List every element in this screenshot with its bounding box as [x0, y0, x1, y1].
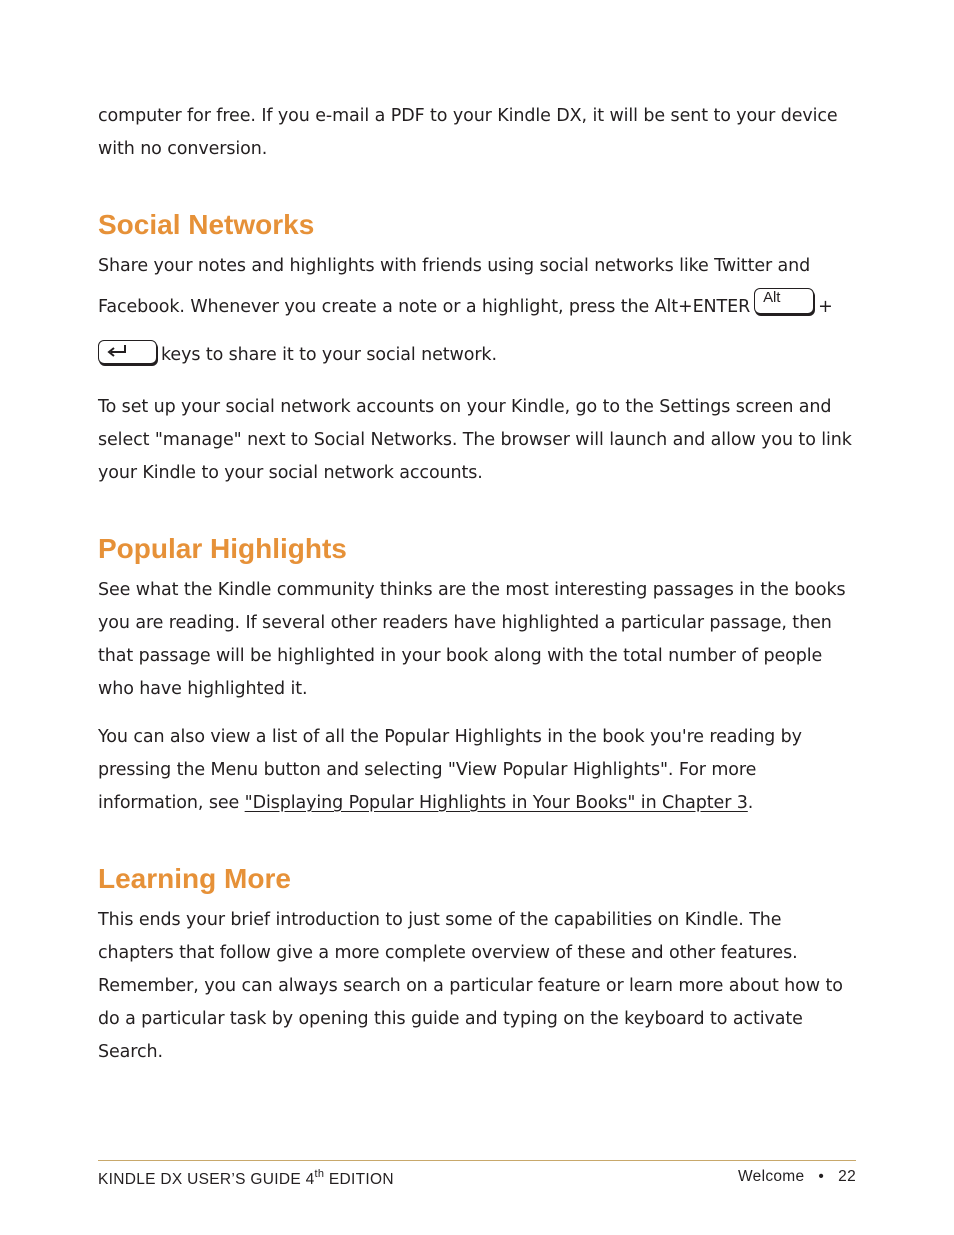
footer-separator: •: [818, 1168, 825, 1185]
footer-title-suffix: EDITION: [324, 1171, 394, 1188]
social-line-1: Share your notes and highlights with friends using social networks like Twitter and: [98, 256, 811, 276]
social-line-2-text: Facebook. Whenever you create a note or a highlight, press the Alt+ENTER: [98, 297, 751, 317]
learning-more-paragraph: This ends your brief introduction to just some of the capabilities on Kindle. The chapters that follow give a more complete overview of these and other features. Remember, you can always search on a particular feature or learn more about how to do a particular task by opening this guide and typing on the keyboard to activate Search.: [98, 910, 843, 1062]
footer-title-prefix: KINDLE DX USER’S GUIDE 4: [98, 1171, 315, 1188]
footer-page-number: 22: [838, 1168, 856, 1185]
popular-highlights-paragraph-1: See what the Kindle community thinks are the most interesting passages in the books you are reading. If several other readers have highlighted a particular passage, then that passage will be highlighted in your book along with the total number of people who have highlighted it.: [98, 580, 846, 699]
enter-key-icon: [98, 340, 157, 364]
social-line-3-text: keys to share it to your social network.: [161, 345, 497, 365]
social-line-2: [98, 289, 833, 317]
social-networks-paragraph-1: [98, 250, 858, 379]
popular-p2-end: .: [747, 793, 754, 813]
enter-arrow-icon: [105, 343, 131, 359]
footer-section-name: Welcome: [738, 1168, 805, 1185]
footer-book-title: [98, 1168, 394, 1189]
footer-divider: [98, 1160, 856, 1161]
alt-key-label: Alt: [763, 289, 781, 306]
social-networks-paragraph-2: To set up your social network accounts on your Kindle, go to the Settings screen and select "manage" next to Social Networks. The browser will launch and allow you to link your Kindle to your social network accounts.: [98, 397, 852, 483]
intro-paragraph: computer for free. If you e-mail a PDF to your Kindle DX, it will be sent to your device with no conversion.: [98, 106, 838, 159]
footer-section-info: [738, 1168, 856, 1186]
plus-sign: +: [818, 297, 833, 317]
chapter-3-link[interactable]: "Displaying Popular Highlights in Your Books" in Chapter 3: [244, 793, 748, 813]
popular-highlights-heading: Popular Highlights: [98, 533, 347, 564]
alt-key-icon: [754, 288, 814, 314]
social-networks-heading: Social Networks: [98, 209, 315, 240]
popular-highlights-paragraph-2: [98, 721, 858, 820]
footer-title-sup: th: [314, 1168, 325, 1180]
learning-more-heading: Learning More: [98, 863, 291, 894]
popular-p2-text: You can also view a list of all the Popular Highlights in the book you're reading by pressing the Menu button and selecting "View Popular Highlights". For more information, see: [98, 727, 802, 813]
social-line-3: [98, 345, 497, 365]
page-content: [98, 100, 858, 1069]
